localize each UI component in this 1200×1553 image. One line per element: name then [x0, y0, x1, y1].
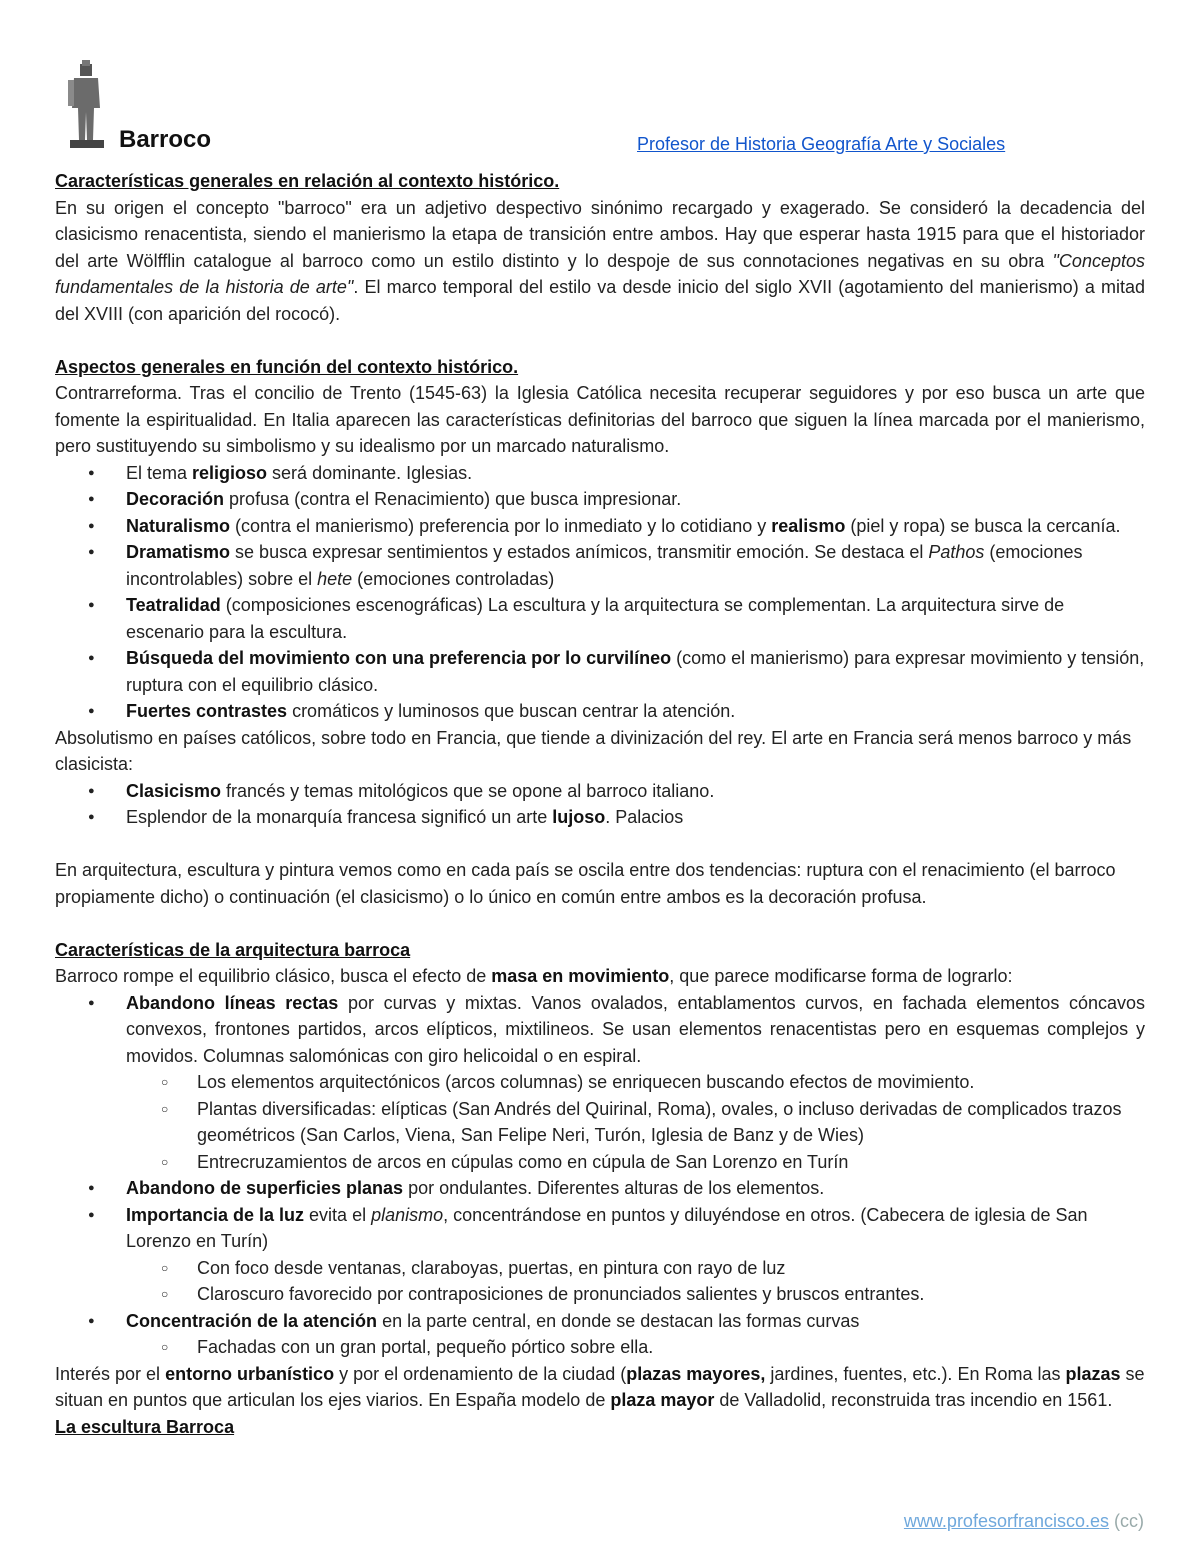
paragraph-tendencias: En arquitectura, escultura y pintura vemos como en cada país se oscila entre dos tendencias: ruptura con el renacimiento (el barroco propiamente dicho) o continuación (el clasicismo) o lo único en común entre ambos es la decoración profusa.: [55, 860, 1116, 907]
site-link[interactable]: Profesor de Historia Geografía Arte y Sociales: [637, 134, 1006, 154]
list-item: ● Naturalismo (contra el manierismo) preferencia por lo inmediato y lo cotidiano y realismo (piel y ropa) se busca la cercanía.: [55, 513, 1145, 540]
paragraph-architecture-intro: Barroco rompe el equilibrio clásico, busca el efecto de masa en movimiento, que parece modificarse forma de lograrlo:: [55, 966, 1013, 986]
sub-list-item: ○ Claroscuro favorecido por contraposiciones de pronunciados salientes y bruscos entrantes.: [55, 1281, 1145, 1308]
paragraph-contrarreforma: Contrarreforma. Tras el concilio de Trento (1545-63) la Iglesia Católica necesita recuperar seguidores y por eso busca un arte que fomente la espiritualidad. En Italia aparecen las características definitorias del barroco que siguen la línea marcada por el manierismo, pero sustituyendo su simbolismo y su idealismo por un marcado naturalismo.: [55, 383, 1145, 456]
list-item: ● Importancia de la luz evita el planismo, concentrándose en puntos y diluyéndose en otros. (Cabecera de iglesia de San Lorenzo en Turín) ○ Con foco desde ventanas, claraboyas, puertas, en pintura con rayo de luz ○ Claroscuro favorecido por contraposiciones de pronunciados salientes y bruscos entrantes.: [55, 1202, 1145, 1308]
list-item: ● Decoración profusa (contra el Renacimiento) que busca impresionar.: [55, 486, 1145, 513]
sub-list-item: ○ Los elementos arquitectónicos (arcos columnas) se enriquecen buscando efectos de movimiento.: [55, 1069, 1145, 1096]
section-heading-architecture: Características de la arquitectura barroca: [55, 939, 411, 960]
footer: [904, 1508, 1144, 1535]
section-heading-sculpture: La escultura Barroca: [55, 1416, 235, 1437]
document-page: [55, 60, 1145, 1440]
sub-list: [126, 1334, 1145, 1361]
list-item: ● El tema religioso será dominante. Iglesias.: [55, 460, 1145, 487]
list-item: ● Dramatismo se busca expresar sentimientos y estados anímicos, transmitir emoción. Se destaca el Pathos (emociones incontrolables) sobre el hete (emociones controladas): [55, 539, 1145, 592]
sub-list: [126, 1255, 1145, 1308]
footer-link[interactable]: www.profesorfrancisco.es: [903, 1511, 1109, 1531]
sub-list-item: ○ Con foco desde ventanas, claraboyas, puertas, en pintura con rayo de luz: [55, 1255, 1145, 1282]
sub-list-item: ○ Fachadas con un gran portal, pequeño pórtico sobre ella.: [55, 1334, 1145, 1361]
section-heading-aspects: Aspectos generales en función del contexto histórico.: [55, 356, 519, 377]
paragraph-urbanismo: Interés por el entorno urbanístico y por el ordenamiento de la ciudad (plazas mayores, jardines, fuentes, etc.). En Roma las plazas se situan en puntos que articulan los ejes viarios. En España modelo de plaza mayor de Valladolid, reconstruida tras incendio en 1561.: [55, 1363, 1145, 1410]
statue-icon: [60, 60, 112, 150]
paragraph-origin: En su origen el concepto "barroco" era un adjetivo despectivo sinónimo recargado y exagerado. Se consideró la decadencia del clasicismo renacentista, siendo el manierismo la etapa de transición entre ambos. Hay que esperar hasta 1915 para que el historiador del arte Wölfflin catalogue al barroco como un estilo distinto y lo despoje de sus connotaciones negativas en su obra "Conceptos fundamentales de la historia de arte". El marco temporal del estilo va desde inicio del siglo XVII (agotamiento del manierismo) a mitad del XVIII (con aparición del rococó).: [55, 197, 1146, 324]
sub-list-item: ○ Plantas diversificadas: elípticas (San Andrés del Quirinal, Roma), ovales, o incluso derivadas de complicados trazos geométricos (San Carlos, Viena, San Felipe Neri, Turón, Iglesia de Banz y de Wies): [55, 1096, 1145, 1149]
list-item: ● Búsqueda del movimiento con una preferencia por lo curvilíneo (como el manierismo) para expresar movimiento y tensión, ruptura con el equilibrio clásico.: [55, 645, 1145, 698]
list-item: ● Esplendor de la monarquía francesa significó un arte lujoso. Palacios: [55, 804, 1145, 831]
paragraph-absolutismo: Absolutismo en países católicos, sobre todo en Francia, que tiende a divinización del rey. El arte en Francia será menos barroco y más clasicista:: [55, 727, 1132, 774]
absolutism-list: [55, 778, 1145, 831]
list-item: ● Teatralidad (composiciones escenográficas) La escultura y la arquitectura se complementan. La arquitectura sirve de escenario para la escultura.: [55, 592, 1145, 645]
list-item: ● Fuertes contrastes cromáticos y luminosos que buscan centrar la atención.: [55, 698, 1145, 725]
section-heading-general: Características generales en relación al contexto histórico.: [55, 171, 560, 191]
document-header: [55, 60, 1145, 168]
list-item: ● Concentración de la atención en la parte central, en donde se destacan las formas curvas ○ Fachadas con un gran portal, pequeño pórtico sobre ella.: [55, 1308, 1145, 1361]
list-item: ● Abandono líneas rectas por curvas y mixtas. Vanos ovalados, entablamentos curvos, en fachada elementos cóncavos convexos, frontones partidos, arcos elípticos, mixtilineos. Se usan elementos renacentistas pero en esquemas complejos y movidos. Columnas salomónicas con giro helicoidal o en espiral. ○ Los elementos arquitectónicos (arcos columnas) se enriquecen buscando efectos de movimiento. ○ Plantas diversificadas: elípticas (San Andrés del Quirinal, Roma), ovales, o incluso derivadas de complicados trazos geométricos (San Carlos, Viena, San Felipe Neri, Turón, Iglesia de Banz y de Wies) ○ Entrecruzamientos de arcos en cúpulas como en cúpula de San Lorenzo en Turín: [55, 990, 1145, 1176]
page-title: Barroco: [119, 126, 212, 153]
list-item: ● Clasicismo francés y temas mitológicos que se opone al barroco italiano.: [55, 778, 1145, 805]
sub-list: [126, 1069, 1145, 1175]
footer-license: (cc): [1109, 1511, 1144, 1531]
architecture-list: [55, 990, 1145, 1361]
list-item: ● Abandono de superficies planas por ondulantes. Diferentes alturas de los elementos.: [55, 1175, 1145, 1202]
aspects-list: [55, 460, 1145, 725]
sub-list-item: ○ Entrecruzamientos de arcos en cúpulas como en cúpula de San Lorenzo en Turín: [55, 1149, 1145, 1176]
